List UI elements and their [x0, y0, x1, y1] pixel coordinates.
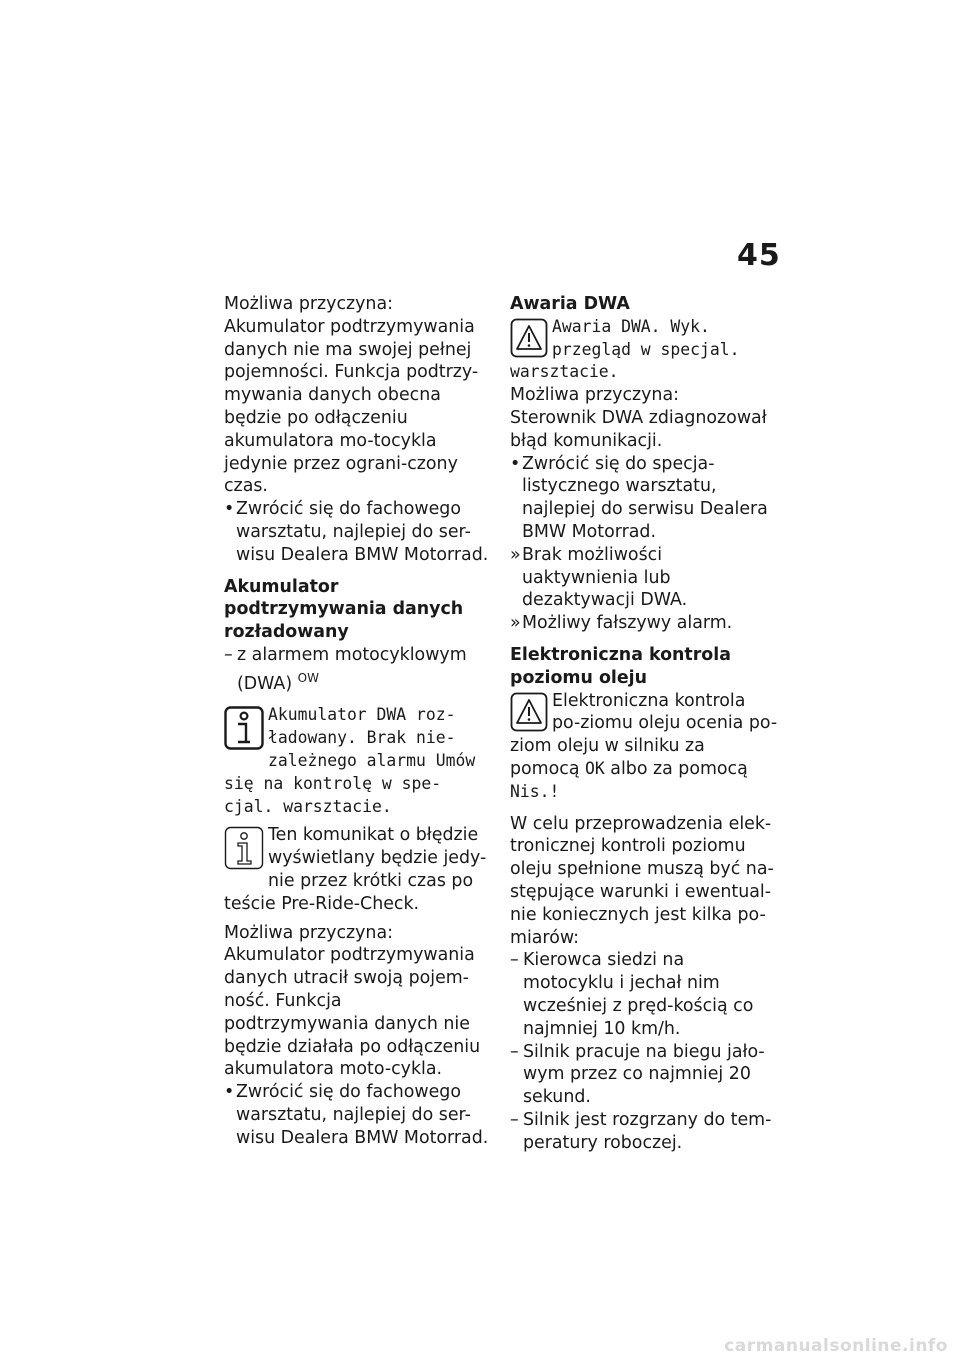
warning-block: [510, 690, 778, 804]
right-column: [510, 293, 778, 1154]
warning-icon: [510, 318, 548, 358]
bullet-text: Zwrócić się do fachowego warsztatu, najlepiej do ser-wisu Dealera BMW Motorrad.: [236, 499, 489, 565]
result-item: [510, 544, 778, 612]
page-number: 45: [737, 238, 781, 273]
dash-item: [224, 644, 490, 695]
cause-label: Możliwa przyczyna:: [224, 922, 393, 943]
info-icon: [224, 706, 264, 750]
conditions-intro: W celu przeprowadzenia elek-tronicznej kontroli poziomu oleju spełnione muszą być na-stępujące warunki i ewentual-nie koniecznych jest kilka po-miarów:: [510, 813, 774, 948]
condition-item: [510, 949, 778, 1040]
result-marker: »: [510, 544, 521, 565]
cause-text: Sterownik DWA zdiagnozował błąd komunikacji.: [510, 407, 767, 451]
cause-label: Możliwa przyczyna:: [224, 294, 393, 314]
display-message-block: [510, 316, 778, 384]
info-note-icon: [224, 826, 264, 870]
cause-text: Akumulator podtrzymywania danych utracił swoją pojem-ność. Funkcja podtrzymywania danych nie będzie działała po odłączeniu akumulatora moto-cykla.: [224, 945, 481, 1080]
display-message: Awaria DWA. Wyk. przegląd w specjal. warsztacie.: [510, 316, 740, 382]
cause-text: Akumulator podtrzymywania danych nie ma swojej pełnej pojemności. Funkcja podtrzy-mywania danych obecna będzie po odłączeniu akumulatora mo-tocykla jedynie przez ograni-czony czas.: [224, 316, 479, 497]
bullet-marker: •: [224, 499, 235, 520]
bullet-item: [224, 1081, 490, 1149]
bullet-marker: •: [224, 1082, 235, 1103]
bullet-marker: •: [510, 453, 521, 474]
watermark: carmanualsonline.info: [724, 1336, 948, 1356]
condition-text: Silnik jest rozgrzany do tem-peratury roboczej.: [523, 1109, 772, 1153]
display-message-block: [224, 704, 490, 818]
result-marker: »: [510, 613, 521, 634]
result-item: [510, 612, 778, 635]
result-text: Brak możliwości uaktywnienia lub dezaktywacji DWA.: [522, 544, 688, 611]
dash-marker: –: [510, 1109, 519, 1130]
display-value-low: Nis.!: [510, 781, 560, 801]
display-message: Akumulator DWA roz-ładowany. Brak nie-zależnego alarmu Umów się na kontrolę w spe-cjal. warsztacie.: [224, 705, 476, 816]
cause-label: Możliwa przyczyna:: [510, 385, 679, 406]
dash-marker: –: [510, 1041, 519, 1062]
bullet-text: Zwrócić się do specja-listycznego warsztatu, najlepiej do serwisu Dealera BMW Motorrad.: [522, 453, 768, 542]
bullet-item: [510, 453, 778, 544]
section-heading: Elektroniczna kontrola poziomu oleju: [510, 644, 731, 688]
warning-text: Elektroniczna kontrola po-ziomu oleju ocenia po-ziom oleju w silniku za pomocą: [510, 690, 778, 779]
condition-item: [510, 1041, 778, 1109]
section-heading: Akumulator podtrzymywania danych rozładowany: [224, 576, 464, 643]
left-column: [224, 293, 490, 1149]
bullet-text: Zwrócić się do fachowego warsztatu, najlepiej do ser-wisu Dealera BMW Motorrad.: [236, 1082, 489, 1148]
warning-icon: [510, 692, 548, 732]
warning-text: albo za pomocą: [604, 758, 748, 779]
equipment-code: OW: [297, 670, 319, 685]
result-text: Możliwy fałszywy alarm.: [522, 613, 733, 634]
condition-text: Silnik pracuje na biegu jało-wym przez co najmniej 20 sekund.: [523, 1041, 765, 1108]
dash-text: z alarmem motocyklowym (DWA): [237, 644, 467, 694]
dash-marker: –: [510, 950, 519, 971]
bullet-item: [224, 498, 490, 566]
info-note-block: [224, 824, 490, 915]
dash-marker: –: [224, 644, 233, 665]
info-note-text: Ten komunikat o błędzie wyświetlany będzie jedy-nie przez krótki czas po teście Pre-Ride-Check.: [224, 825, 487, 914]
display-value-ok: OK: [585, 758, 605, 778]
section-heading: Awaria DWA: [510, 294, 630, 314]
condition-item: [510, 1109, 778, 1155]
condition-text: Kierowca siedzi na motocyklu i jechał nim wcześniej z pręd-kością co najmniej 10 km/h.: [523, 950, 754, 1039]
